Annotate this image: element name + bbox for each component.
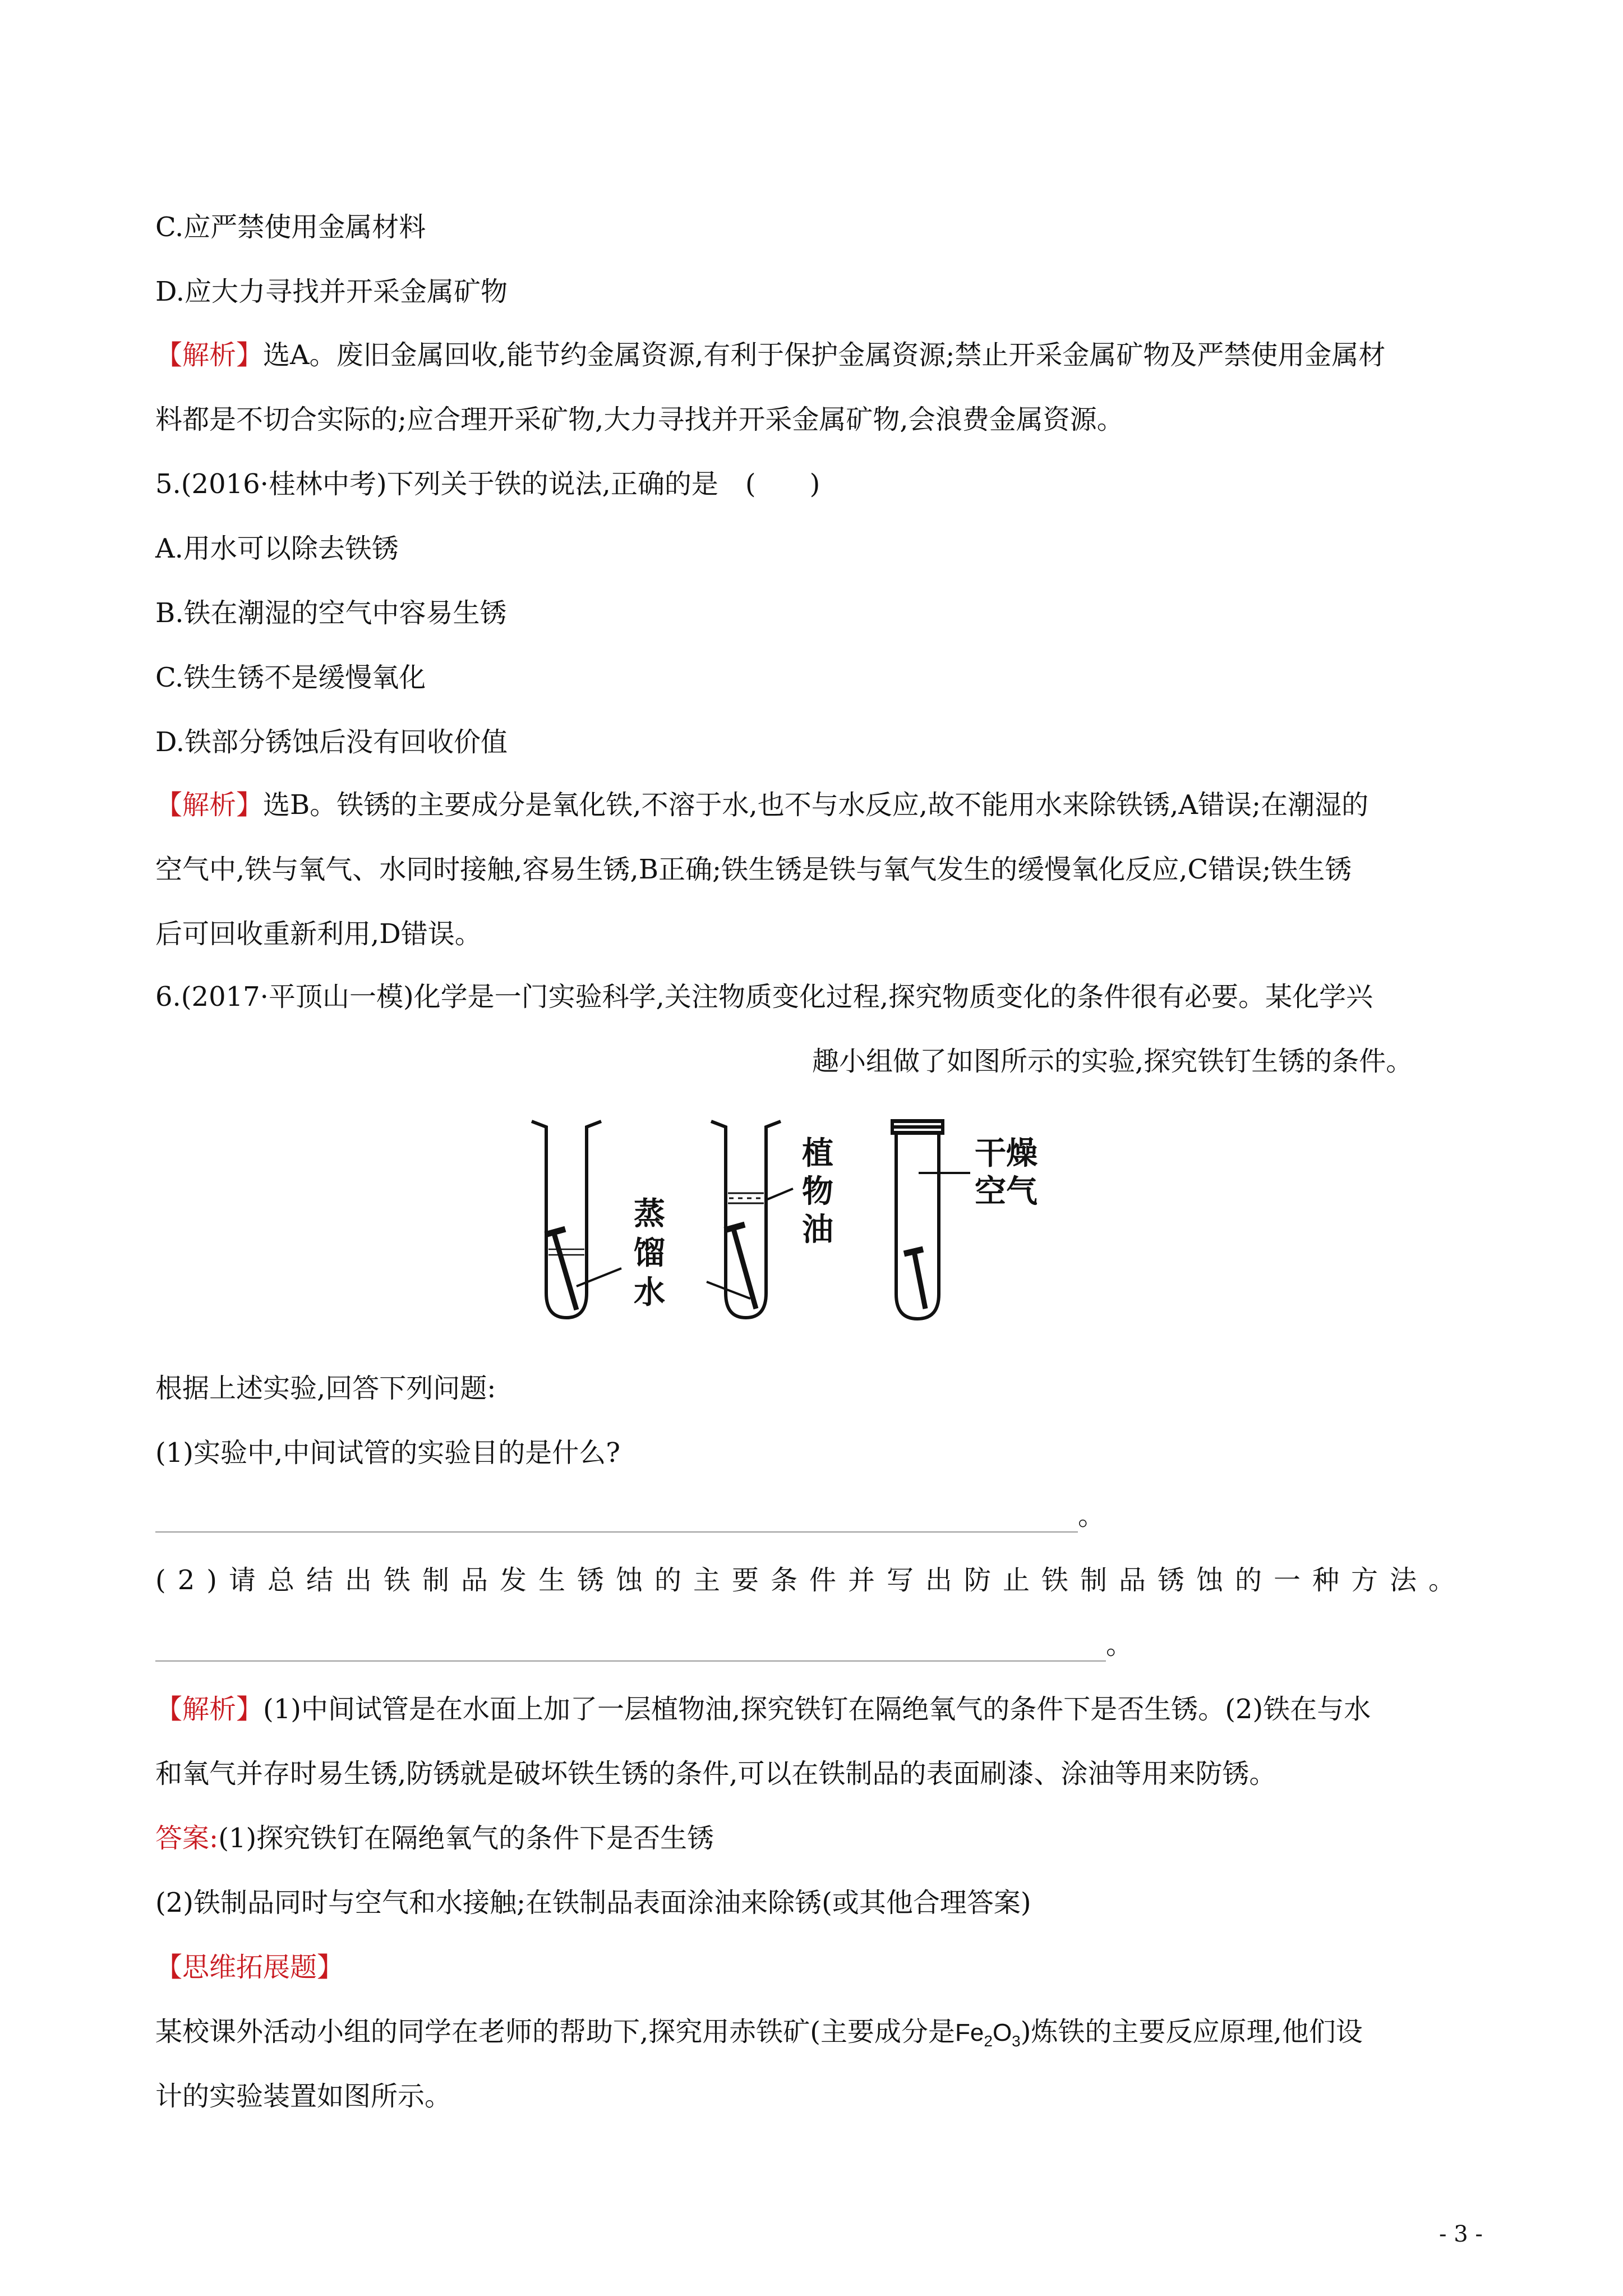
answer-blank-1[interactable] <box>155 1507 1078 1533</box>
blank-end-1: 。 <box>1078 1500 1105 1531</box>
q6-intro: 根据上述实验,回答下列问题: <box>155 1373 496 1404</box>
q5-analysis-line-2: 空气中,铁与氧气、水同时接触,容易生锈,B正确;铁生锈是铁与氧气发生的缓慢氧化反应,C错误;铁生锈 <box>155 854 1352 885</box>
q6-analysis-line-1 <box>155 1692 1371 1726</box>
q5-stem: 5.(2016·桂林中考)下列关于铁的说法,正确的是 ( ) <box>155 468 820 500</box>
q5-option-d: D.铁部分锈蚀后没有回收价值 <box>155 726 508 758</box>
q6-answer-1 <box>155 1821 714 1855</box>
extension-line-1 <box>155 2015 1363 2058</box>
label-vegetable-oil-1: 植 <box>802 1135 833 1172</box>
blank-end-2: 。 <box>1106 1629 1133 1660</box>
q5-analysis-line-3: 后可回收重新利用,D错误。 <box>155 918 482 950</box>
analysis-tag: 【解析】 <box>155 789 264 821</box>
q6-answer-2: (2)铁制品同时与空气和水接触;在铁制品表面涂油来除锈(或其他合理答案) <box>155 1887 1031 1918</box>
answer-tag: 答案: <box>155 1823 219 1854</box>
label-dry-air-1: 干燥 <box>975 1135 1038 1172</box>
test-tube-figure <box>522 1119 1138 1355</box>
label-distilled-water-2: 馏 <box>634 1235 665 1272</box>
analysis-text: (1)中间试管是在水面上加了一层植物油,探究铁钉在隔绝氧气的条件下是否生锈。(2)铁在与水 <box>263 1694 1371 1725</box>
distilled-water-1 <box>548 1249 584 1255</box>
analysis-tag: 【解析】 <box>155 339 264 371</box>
vegetable-oil-layer <box>728 1193 764 1203</box>
answer-blank-2[interactable] <box>155 1636 1106 1662</box>
analysis-text: 选B。铁锈的主要成分是氧化铁,不溶于水,也不与水反应,故不能用水来除铁锈,A错误;在潮湿的 <box>263 789 1369 821</box>
iron-nail-1 <box>545 1229 577 1310</box>
extension-text-pre: 某校课外活动小组的同学在老师的帮助下,探究用赤铁矿(主要成分是 <box>155 2016 955 2047</box>
label-vegetable-oil-3: 油 <box>802 1212 833 1248</box>
analysis-text: 选A。废旧金属回收,能节约金属资源,有利于保护金属资源;禁止开采金属矿物及严禁使用金属材 <box>263 339 1386 371</box>
q6-stem-line-2: 趣小组做了如图所示的实验,探究铁钉生锈的条件。 <box>812 1046 1413 1077</box>
analysis-tag: 【解析】 <box>155 1694 264 1725</box>
label-pointer-water-1 <box>577 1268 621 1286</box>
q6-sub-question-2: (2)请总结出铁制品发生锈蚀的主要条件并写出防止铁制品锈蚀的一种方法。 <box>155 1565 1467 1596</box>
label-distilled-water-1: 蒸 <box>634 1196 665 1232</box>
iron-nail-3 <box>904 1249 925 1309</box>
label-distilled-water-3: 水 <box>634 1274 665 1311</box>
q6-stem-line-1: 6.(2017·平顶山一模)化学是一门实验科学,关注物质变化过程,探究物质变化的条件很有必要。某化学兴 <box>155 981 1373 1013</box>
test-tube-3 <box>896 1135 939 1319</box>
label-pointer-oil <box>766 1189 793 1200</box>
extension-line-2: 计的实验装置如图所示。 <box>155 2081 452 2112</box>
chemical-formula: $Fe_2O_3$ <box>955 2019 1021 2050</box>
extension-title: 【思维拓展题】 <box>155 1952 344 1983</box>
extension-text-post: )炼铁的主要反应原理,他们设 <box>1020 2016 1363 2047</box>
label-dry-air-2: 空气 <box>975 1174 1038 1210</box>
test-tube-1 <box>532 1121 601 1318</box>
q5-option-b: B.铁在潮湿的空气中容易生锈 <box>155 597 507 629</box>
label-vegetable-oil-2: 物 <box>802 1174 833 1210</box>
q5-analysis-line-1 <box>155 788 1368 822</box>
stopper <box>891 1119 944 1135</box>
q5-option-a: A.用水可以除去铁锈 <box>155 533 399 564</box>
page-number: - 3 - <box>1439 2221 1483 2247</box>
q4-analysis-line-2: 料都是不切合实际的;应合理开采矿物,大力寻找并开采金属矿物,会浪费金属资源。 <box>155 404 1124 435</box>
q6-analysis-line-2: 和氧气并存时易生锈,防锈就是破坏铁生锈的条件,可以在铁制品的表面刷漆、涂油等用来防锈。 <box>155 1758 1276 1789</box>
answer-text-1: (1)探究铁钉在隔绝氧气的条件下是否生锈 <box>218 1823 714 1854</box>
label-pointer-water-2 <box>707 1282 750 1299</box>
q6-sub-question-1: (1)实验中,中间试管的实验目的是什么? <box>155 1437 620 1469</box>
q6-answer-line-1 <box>155 1499 1105 1533</box>
q4-option-d: D.应大力寻找并开采金属矿物 <box>155 276 508 307</box>
iron-nail-2 <box>725 1225 756 1309</box>
q6-answer-line-2 <box>155 1628 1133 1662</box>
q4-analysis-line-1 <box>155 338 1385 372</box>
q5-option-c: C.铁生锈不是缓慢氧化 <box>155 662 426 693</box>
q4-option-c: C.应严禁使用金属材料 <box>155 211 426 243</box>
